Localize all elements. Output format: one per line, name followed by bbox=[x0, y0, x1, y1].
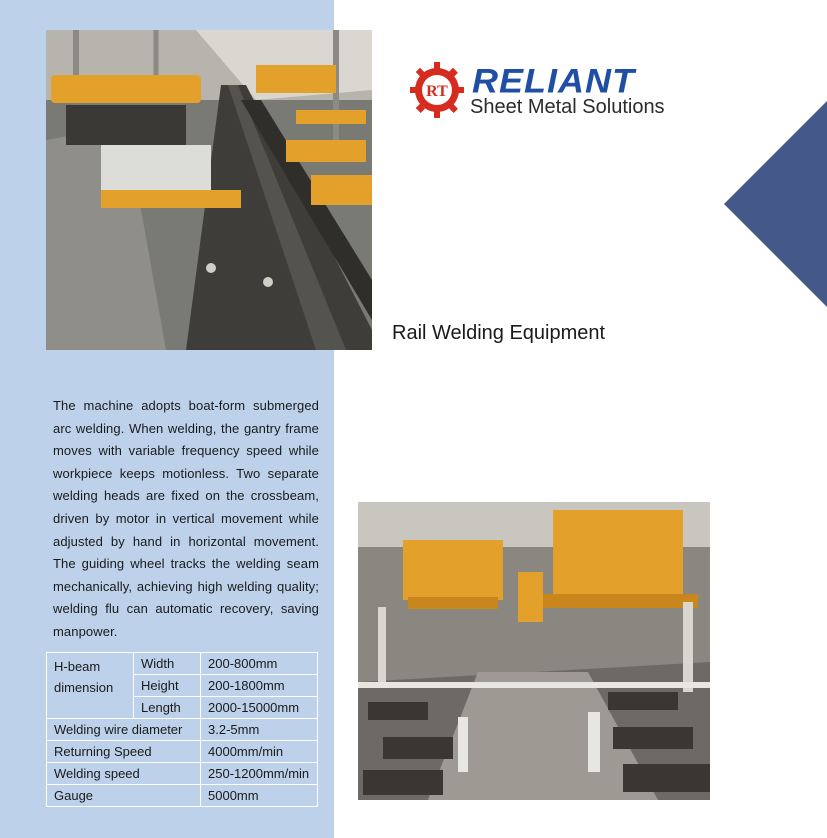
decorative-triangle bbox=[724, 100, 827, 308]
spec-param: Returning Speed bbox=[47, 741, 201, 763]
table-row bbox=[47, 741, 318, 763]
gear-icon bbox=[410, 60, 464, 120]
spec-group-label: H-beam dimension bbox=[47, 653, 134, 719]
svg-text:RT: RT bbox=[426, 83, 448, 100]
spec-param: Gauge bbox=[47, 785, 201, 807]
table-row bbox=[47, 785, 318, 807]
table-row bbox=[47, 653, 318, 675]
table-row bbox=[47, 719, 318, 741]
spec-param: Length bbox=[134, 697, 201, 719]
table-row bbox=[47, 763, 318, 785]
spec-param: Welding wire diameter bbox=[47, 719, 201, 741]
spec-value: 2000-15000mm bbox=[201, 697, 318, 719]
spec-value: 4000mm/min bbox=[201, 741, 318, 763]
product-photo-gantry bbox=[358, 502, 710, 800]
spec-value: 200-800mm bbox=[201, 653, 318, 675]
spec-param: Width bbox=[134, 653, 201, 675]
spec-value: 250-1200mm/min bbox=[201, 763, 318, 785]
spec-table bbox=[46, 652, 318, 807]
company-logo bbox=[410, 58, 680, 122]
logo-wordmark: RELIANT bbox=[472, 61, 635, 100]
spec-param: Height bbox=[134, 675, 201, 697]
spec-value: 200-1800mm bbox=[201, 675, 318, 697]
spec-value: 5000mm bbox=[201, 785, 318, 807]
logo-tagline: Sheet Metal Solutions bbox=[470, 96, 665, 118]
spec-value: 3.2-5mm bbox=[201, 719, 318, 741]
product-photo-rail bbox=[46, 30, 372, 350]
product-description: The machine adopts boat-form submerged arc welding. When welding, the gantry frame moves with variable frequency speed while workpiece keeps motionless. Two separate welding heads are fixed on the crossbeam, driven by motor in vertical movement while adjusted by hand in horizontal movement. The guiding wheel tracks the welding seam mechanically, achieving high welding quality; welding flu can automatic recovery, saving manpower. bbox=[53, 398, 319, 639]
product-title: Rail Welding Equipment bbox=[392, 322, 606, 344]
spec-param: Welding speed bbox=[47, 763, 201, 785]
